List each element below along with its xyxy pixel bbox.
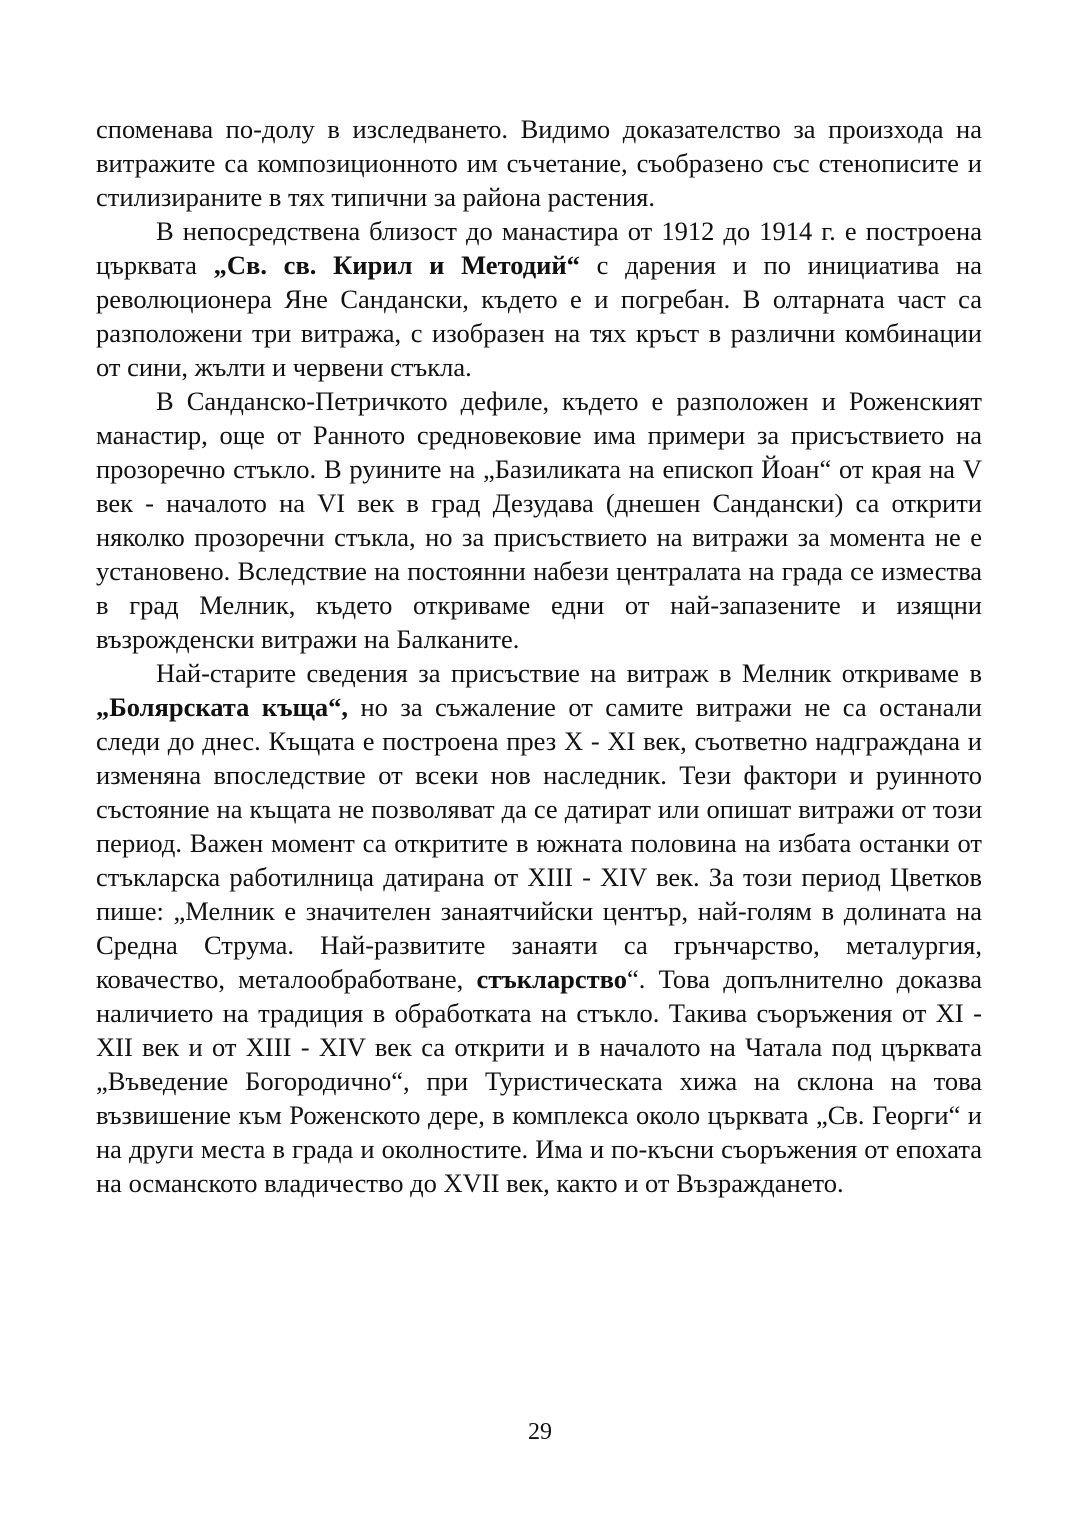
paragraph-3 (96, 384, 982, 656)
paragraph-text: “. Това допълнително доказва наличието на традиция в обработката на стъкло. Такива съоръжения от XI - XII век и от XIII - XIV век са открити и в началото на Чатала под църквата „Въведение Богородично“, при Туристическата хижа на склона на това възвишение към Роженското дере, в комплекса около църквата „Св. Георги“ и на други места в града и околностите. Има и по-късни съоръжения от епохата на османското владичество до XVII век, както и от Възраждането. (96, 964, 982, 1198)
document-body (96, 112, 982, 1200)
paragraph-2 (96, 214, 982, 384)
paragraph-text: с дарения и по инициатива на революционера Яне Сандански, където е и погребан. В олтарната част са разположени три витража, с изобразен на тях кръст в различни комбинации от сини, жълти и червени стъкла. (96, 250, 983, 382)
paragraph-text: В Санданско-Петричкото дефиле, където е разположен и Роженският манастир, още от Ранното средновековие има примери за присъствието на прозоречно стъкло. В руините на „Базиликата на епископ Йоан“ от края на V век - началото на VI век в град Дезудава (днешен Сандански) са открити няколко прозоречни стъкла, но за присъствието на витражи за момента не е установено. Вследствие на постоянни набези централата на града се измества в град Мелник, където откриваме едни от най-запазените и изящни възрожденски витражи на Балканите. (96, 386, 982, 654)
church-name-bold: „Св. св. Кирил и Методий“ (213, 250, 580, 280)
paragraph-text: Най-старите сведения за присъствие на витраж в Мелник откриваме в (156, 658, 982, 688)
paragraph-4 (96, 656, 982, 1200)
paragraph-text: В непосредствена близост до манастира от 1912 до 1914 г. е построена църквата (96, 216, 982, 280)
glassmaking-bold: стъкларство (476, 964, 628, 994)
paragraph-text: споменава по-долу в изследването. Видимо доказателство за произхода на витражите са композиционното им съчетание, съобразено със стенописите и стилизираните в тях типични за района растения. (96, 114, 982, 212)
paragraph-1 (96, 112, 982, 214)
paragraph-text: но за съжаление от самите витражи не са останали следи до днес. Къщата е построена през X - XI век, съответно надграждана и изменяна впоследствие от всеки нов наследник. Тези фактори и руинното състояние на къщата не позволяват да се датират или опишат витражи от този период. Важен момент са откритите в южната половина на избата останки от стъкларска работилница датирана от XIII - XIV век. За този период Цветков пише: „Мелник е значителен занаятчийски център, най-голям в долината на Средна Струма. Най-развитите занаяти са грънчарство, металургия, ковачество, металообработване, (96, 692, 982, 994)
page-number: 29 (528, 1419, 552, 1445)
house-name-bold: „Болярската къща“, (96, 692, 349, 722)
